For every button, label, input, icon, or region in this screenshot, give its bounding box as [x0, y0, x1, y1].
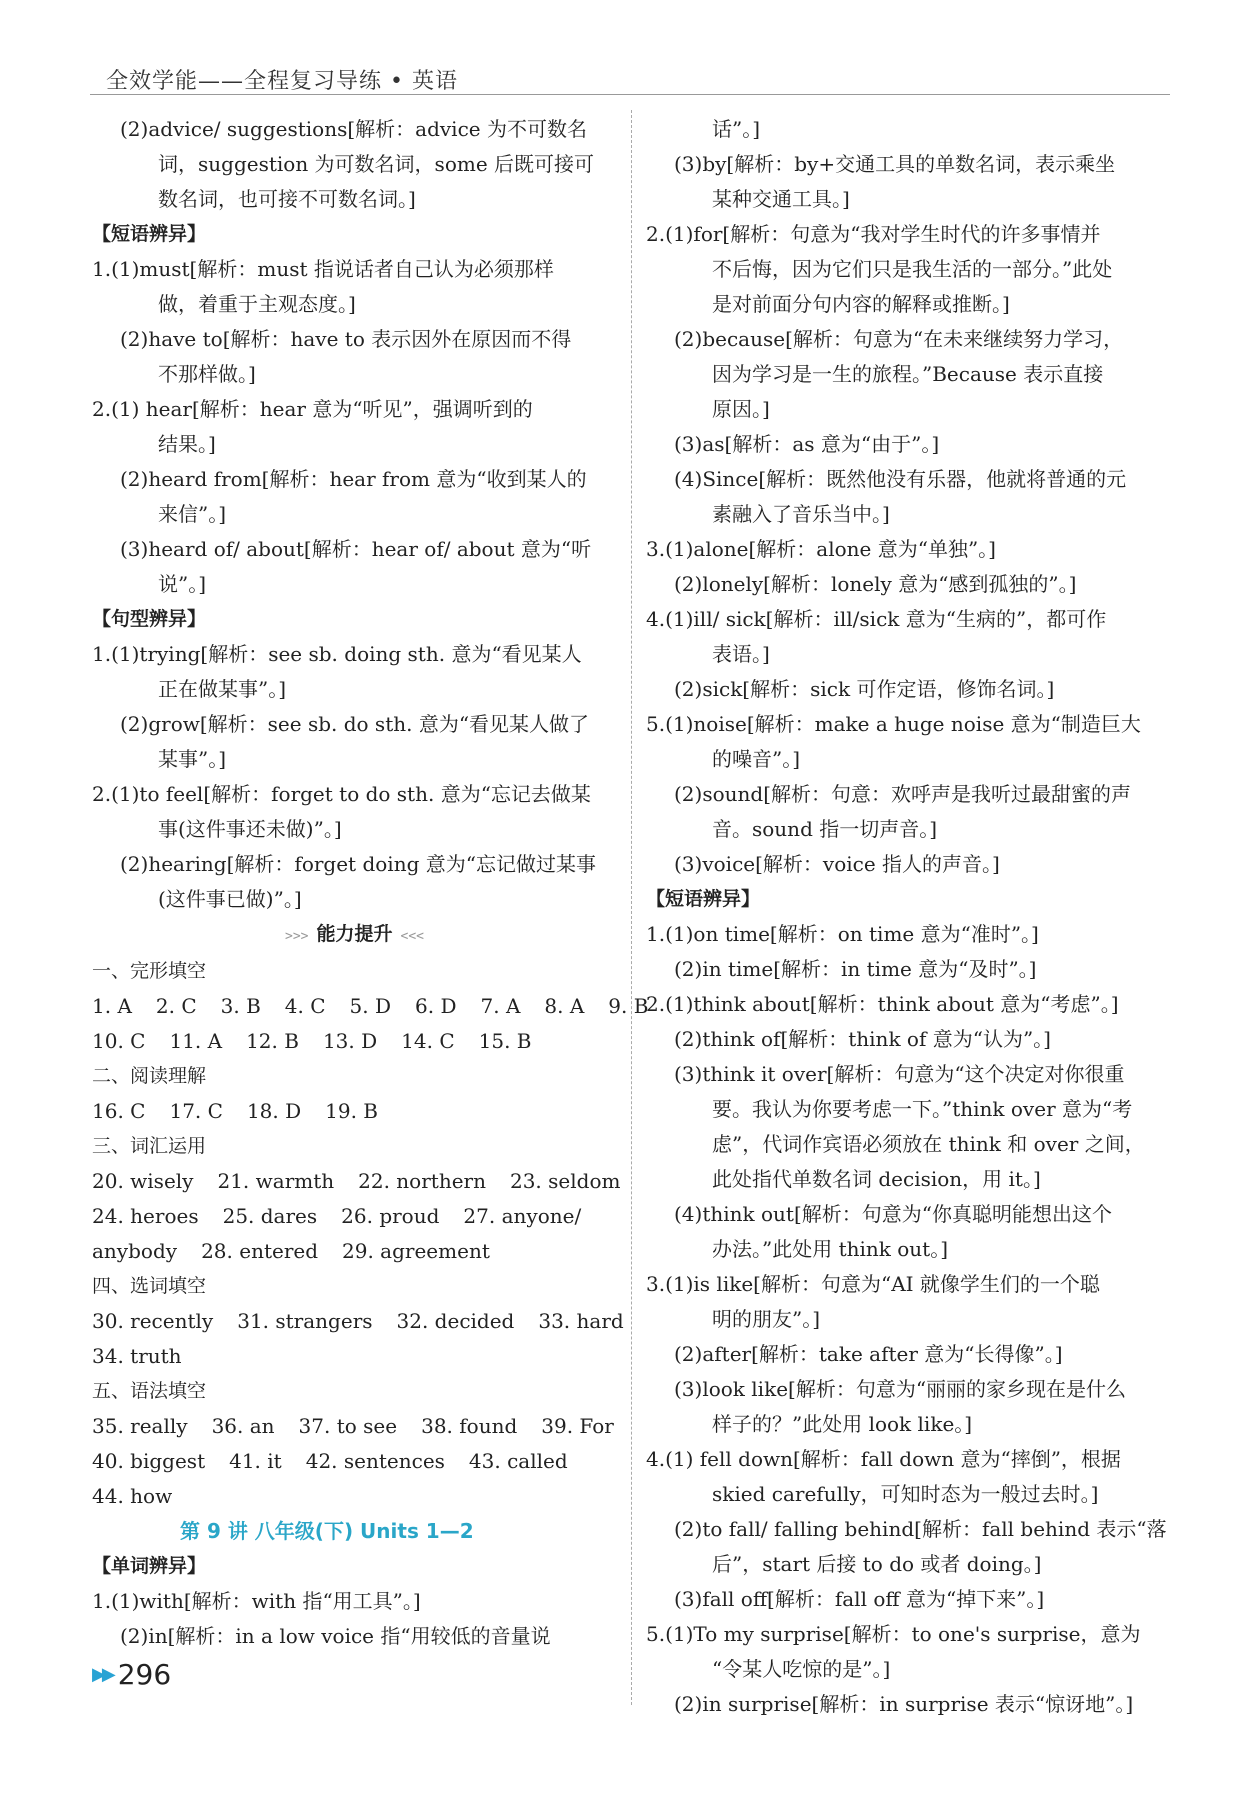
answer-item: 39. For — [541, 1414, 614, 1438]
answer-line: 因为学习是一生的旅程。”Because 表示直接 — [712, 362, 1104, 386]
double-arrow-icon: ▶▶ — [92, 1664, 112, 1685]
answer-line: 办法。”此处用 think out。] — [712, 1237, 949, 1261]
page-number: 296 — [117, 1658, 172, 1691]
answer-line: 1.(1)must[解析：must 指说话者自己认为必须那样 — [92, 257, 554, 281]
answer-line: 正在做某事”。] — [158, 677, 287, 701]
answer-line: 3.(1)alone[解析：alone 意为“单独”。] — [646, 537, 996, 561]
answer-line: 5.(1)noise[解析：make a huge noise 意为“制造巨大 — [646, 712, 1141, 736]
answer-item: 9. B — [608, 994, 649, 1018]
ability-label: 能力提升 — [316, 923, 393, 945]
ability-heading — [92, 917, 617, 954]
answer-line: (3)think it over[解析：句意为“这个决定对你很重 — [674, 1062, 1125, 1086]
subsection-heading: 二、阅读理解 — [92, 1065, 207, 1087]
answer-line: 话”。] — [712, 117, 761, 141]
answer-item: 6. D — [415, 994, 457, 1018]
answer-line: (2)sick[解析：sick 可作定语，修饰名词。] — [674, 677, 1055, 701]
answer-row — [92, 989, 649, 1024]
answer-line: 1.(1)with[解析：with 指“用工具”。] — [92, 1589, 421, 1613]
answer-line: 事(这件事还未做)”。] — [158, 817, 342, 841]
header-title: 全效学能——全程复习导练 • 英语 — [106, 69, 458, 94]
answer-line: 4.(1)ill/ sick[解析：ill/sick 意为“生病的”，都可作 — [646, 607, 1107, 631]
answer-item: 37. to see — [298, 1414, 398, 1438]
answer-item: 14. C — [401, 1029, 455, 1053]
answer-item: 33. hard — [538, 1309, 624, 1333]
answer-line: 要。我认为你要考虑一下。”think over 意为“考 — [712, 1097, 1133, 1121]
answer-line: (2)heard from[解析：hear from 意为“收到某人的 — [120, 467, 587, 491]
answer-row — [92, 1199, 617, 1234]
section-heading: 【短语辨异】 — [646, 888, 761, 910]
column-divider — [631, 110, 632, 1705]
chevron-left-icon: <<< — [400, 929, 424, 944]
answer-line: 说”。] — [158, 572, 207, 596]
answer-row — [92, 1409, 617, 1444]
answer-line: 2.(1)for[解析：句意为“我对学生时代的许多事情并 — [646, 222, 1101, 246]
answer-line: (2)in time[解析：in time 意为“及时”。] — [674, 957, 1037, 981]
answer-item: 36. an — [211, 1414, 275, 1438]
answer-line: 的噪音”。] — [712, 747, 801, 771]
subsection-heading: 三、词汇运用 — [92, 1135, 207, 1157]
subsection-heading: 四、选词填空 — [92, 1275, 207, 1297]
answer-line: 明的朋友”。] — [712, 1307, 821, 1331]
answer-line: (这件事已做)”。] — [158, 887, 302, 911]
answer-item: 28. entered — [201, 1239, 319, 1263]
answer-line: (4)think out[解析：句意为“你真聪明能想出这个 — [674, 1202, 1112, 1226]
answer-line: 不那样做。] — [158, 362, 256, 386]
answer-line: (2)think of[解析：think of 意为“认为”。] — [674, 1027, 1051, 1051]
answer-item: 29. agreement — [342, 1239, 490, 1263]
answer-item: 5. D — [349, 994, 392, 1018]
answer-line: (3)fall off[解析：fall off 意为“掉下来”。] — [674, 1587, 1045, 1611]
answer-item: 40. biggest — [92, 1449, 206, 1473]
answer-item: 27. anyone/ — [463, 1204, 582, 1228]
section-heading: 【句型辨异】 — [92, 608, 207, 630]
right-column — [646, 112, 1171, 1716]
answer-line: (2)in surprise[解析：in surprise 表示“惊讶地”。] — [674, 1692, 1134, 1716]
answer-line: (2)to fall/ falling behind[解析：fall behind 表示“落 — [674, 1517, 1167, 1541]
answer-line: (2)in[解析：in a low voice 指“用较低的音量说 — [120, 1624, 551, 1648]
answer-item: 23. seldom — [509, 1169, 621, 1193]
section-heading: 【短语辨异】 — [92, 223, 207, 245]
answer-item: 8. A — [544, 994, 585, 1018]
header-rule — [90, 94, 1170, 95]
answer-row — [92, 1339, 617, 1374]
answer-item: 30. recently — [92, 1309, 214, 1333]
answer-line: (2)grow[解析：see sb. do sth. 意为“看见某人做了 — [120, 712, 590, 736]
answer-line: 4.(1) fell down[解析：fall down 意为“摔倒”，根据 — [646, 1447, 1121, 1471]
answer-line: 某事”。] — [158, 747, 227, 771]
answer-line: 是对前面分句内容的解释或推断。] — [712, 292, 1010, 316]
answer-row — [92, 1444, 617, 1479]
answer-row — [92, 1234, 617, 1269]
answer-line: 1.(1)on time[解析：on time 意为“准时”。] — [646, 922, 1039, 946]
answer-line: (3)look like[解析：句意为“丽丽的家乡现在是什么 — [674, 1377, 1127, 1401]
answer-line: 音。sound 指一切声音。] — [712, 817, 938, 841]
answer-item: 10. C — [92, 1029, 146, 1053]
answer-item: 22. northern — [358, 1169, 486, 1193]
answer-line: 2.(1)to feel[解析：forget to do sth. 意为“忘记去做某 — [92, 782, 591, 806]
answer-line: (3)as[解析：as 意为“由于”。] — [674, 432, 940, 456]
answer-item: 1. A — [92, 994, 132, 1018]
answer-item: 15. B — [478, 1029, 532, 1053]
answer-item: 2. C — [155, 994, 197, 1018]
answer-line: 词，suggestion 为可数名词，some 后既可接可 — [158, 152, 595, 176]
answer-item: 41. it — [229, 1449, 282, 1473]
answer-item: 11. A — [169, 1029, 223, 1053]
answer-line: 某种交通工具。] — [712, 187, 850, 211]
answer-line: 表语。] — [712, 642, 770, 666]
answer-line: (2)because[解析：句意为“在未来继续努力学习， — [674, 327, 1124, 351]
answer-item: 34. truth — [92, 1344, 182, 1368]
answer-item: 17. C — [169, 1099, 223, 1123]
answer-item: 38. found — [421, 1414, 518, 1438]
answer-item: 3. B — [220, 994, 261, 1018]
answer-item: 21. warmth — [217, 1169, 335, 1193]
answer-item: 32. decided — [396, 1309, 515, 1333]
answer-line: (2)advice/ suggestions[解析：advice 为不可数名 — [120, 117, 587, 141]
answer-item: 44. how — [92, 1484, 173, 1508]
answer-item: 43. called — [468, 1449, 568, 1473]
answer-line: skied carefully，可知时态为一般过去时。] — [712, 1482, 1099, 1506]
answer-line: (2)after[解析：take after 意为“长得像”。] — [674, 1342, 1063, 1366]
answer-line: 不后悔，因为它们只是我生活的一部分。”此处 — [712, 257, 1113, 281]
answer-line: 此处指代单数名词 decision，用 it。] — [712, 1167, 1041, 1191]
answer-item: 19. B — [325, 1099, 379, 1123]
answer-row — [92, 1304, 624, 1339]
answer-line: (3)heard of/ about[解析：hear of/ about 意为“听 — [120, 537, 592, 561]
answer-row — [92, 1024, 617, 1059]
chevron-right-icon: >>> — [285, 929, 309, 944]
answer-line: 来信”。] — [158, 502, 227, 526]
answer-line: 后”，start 后接 to do 或者 doing。] — [712, 1552, 1042, 1576]
answer-line: 1.(1)trying[解析：see sb. doing sth. 意为“看见某人 — [92, 642, 582, 666]
answer-item: 16. C — [92, 1099, 146, 1123]
answer-item: 24. heroes — [92, 1204, 199, 1228]
answer-line: 5.(1)To my surprise[解析：to one's surprise，意为 — [646, 1622, 1141, 1646]
answer-line: (4)Since[解析：既然他没有乐器，他就将普通的元 — [674, 467, 1127, 491]
answer-item: 4. C — [284, 994, 326, 1018]
answer-line: (2)hearing[解析：forget doing 意为“忘记做过某事 — [120, 852, 596, 876]
answer-item: 25. dares — [222, 1204, 318, 1228]
answer-line: 样子的？”此处用 look like。] — [712, 1412, 973, 1436]
answer-row — [92, 1164, 621, 1199]
section-heading: 【单词辨异】 — [92, 1555, 207, 1577]
answer-line: (3)voice[解析：voice 指人的声音。] — [674, 852, 1000, 876]
answer-line: 数名词，也可接不可数名词。] — [158, 187, 416, 211]
answer-item: 31. strangers — [237, 1309, 373, 1333]
answer-line: 虑”，代词作宾语必须放在 think 和 over 之间， — [712, 1132, 1145, 1156]
answer-item: 26. proud — [341, 1204, 440, 1228]
answer-line: “令某人吃惊的是”。] — [712, 1657, 891, 1681]
answer-line: (2)sound[解析：句意：欢呼声是我听过最甜蜜的声 — [674, 782, 1132, 806]
subsection-heading: 五、语法填空 — [92, 1380, 207, 1402]
subsection-heading: 一、完形填空 — [92, 960, 207, 982]
answer-line: 原因。] — [712, 397, 770, 421]
answer-row — [92, 1094, 617, 1129]
answer-item: 20. wisely — [92, 1169, 194, 1193]
answer-line: 素融入了音乐当中。] — [712, 502, 890, 526]
answer-line: 3.(1)is like[解析：句意为“AI 就像学生们的一个聪 — [646, 1272, 1100, 1296]
left-column — [92, 112, 649, 1712]
answer-line: (2)have to[解析：have to 表示因外在原因而不得 — [120, 327, 572, 351]
answer-line: 2.(1)think about[解析：think about 意为“考虑”。] — [646, 992, 1119, 1016]
answer-item: 35. really — [92, 1414, 188, 1438]
answer-item: 18. D — [246, 1099, 302, 1123]
page-footer — [92, 1658, 171, 1691]
answer-line: 做，着重于主观态度。] — [158, 292, 356, 316]
answer-row — [92, 1479, 617, 1514]
answer-item: 13. D — [322, 1029, 378, 1053]
answer-item: 7. A — [480, 994, 521, 1018]
answer-line: 2.(1) hear[解析：hear 意为“听见”，强调听到的 — [92, 397, 533, 421]
answer-line: (3)by[解析：by+交通工具的单数名词，表示乘坐 — [674, 152, 1116, 176]
answer-line: 结果。] — [158, 432, 216, 456]
answer-item: 42. sentences — [305, 1449, 445, 1473]
answer-item: anybody — [92, 1239, 178, 1263]
lesson-title: 第 9 讲 八年级(下) Units 1—2 — [180, 1519, 474, 1543]
answer-line: (2)lonely[解析：lonely 意为“感到孤独的”。] — [674, 572, 1077, 596]
answer-item: 12. B — [246, 1029, 299, 1053]
